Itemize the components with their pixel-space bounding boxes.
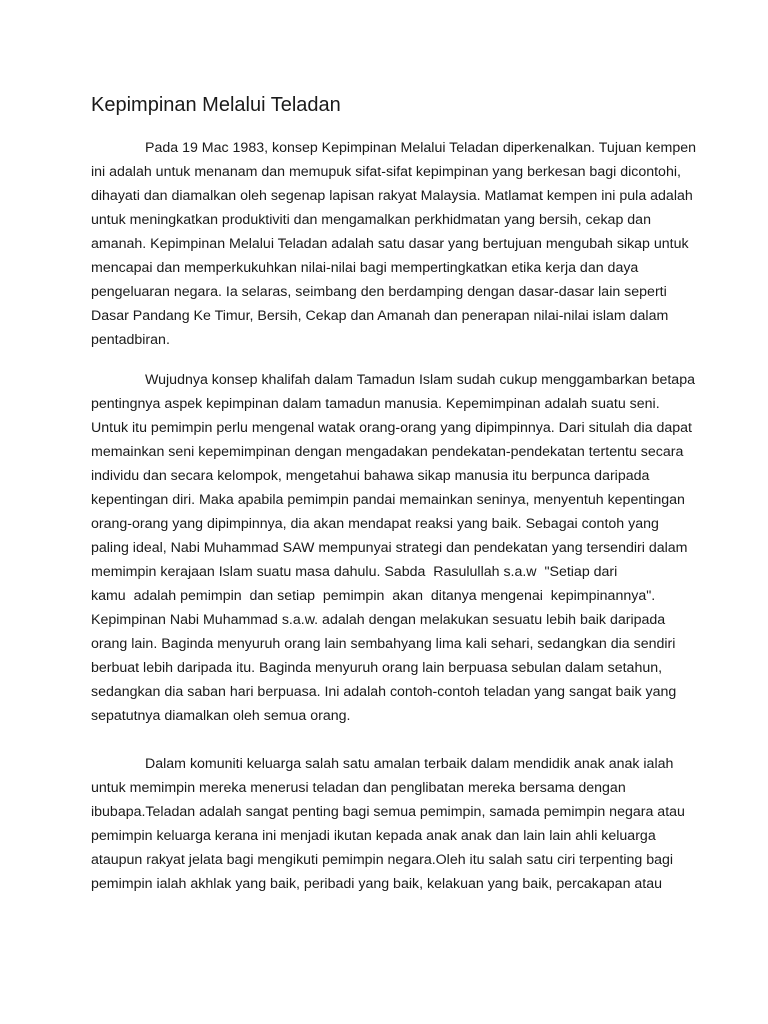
document-title: Kepimpinan Melalui Teladan (91, 94, 341, 116)
paragraph-line: sedangkan dia saban hari berpuasa. Ini adalah contoh-contoh teladan yang sangat baik yang (91, 684, 677, 700)
paragraph-line: dihayati dan diamalkan oleh segenap lapisan rakyat Malaysia. Matlamat kempen ini pula adalah (91, 188, 693, 204)
paragraph-line: pentingnya aspek kepimpinan dalam tamadun manusia. Kepemimpinan adalah suatu seni. (91, 396, 660, 412)
paragraph-line: untuk meningkatkan produktiviti dan mengamalkan perkhidmatan yang bersih, cekap dan (91, 212, 651, 228)
paragraph-line: mencapai dan memperkukuhkan nilai-nilai bagi mempertingkatkan etika kerja dan daya (91, 260, 639, 276)
paragraph-3 (91, 752, 691, 896)
paragraph-line: berbuat lebih daripada itu. Baginda menyuruh orang lain berpuasa sebulan dalam setahun, (91, 660, 663, 676)
paragraph-line: amanah. Kepimpinan Melalui Teladan adalah satu dasar yang bertujuan mengubah sikap untuk (91, 236, 689, 252)
paragraph-line: Untuk itu pemimpin perlu mengenal watak orang-orang yang dipimpinnya. Dari situlah dia dapat (91, 420, 692, 436)
paragraph-line: memainkan seni kepemimpinan dengan mengadakan pendekatan-pendekatan tertentu secara (91, 444, 684, 460)
paragraph-line: ini adalah untuk menanam dan memupuk sifat-sifat kepimpinan yang berkesan bagi dicontohi, (91, 164, 681, 180)
paragraph-line: memimpin kerajaan Islam suatu masa dahulu. Sabda Rasulullah s.a.w "Setiap dari (91, 564, 618, 580)
paragraph-line: pentadbiran. (91, 332, 170, 348)
paragraph-2 (91, 368, 695, 728)
paragraph-line: Pada 19 Mac 1983, konsep Kepimpinan Melalui Teladan diperkenalkan. Tujuan kempen (145, 140, 697, 156)
paragraph-line: pengeluaran negara. Ia selaras, seimbang den berdamping dengan dasar-dasar lain seperti (91, 284, 667, 300)
paragraph-line: Wujudnya konsep khalifah dalam Tamadun Islam sudah cukup menggambarkan betapa (145, 372, 695, 388)
paragraph-line: ataupun rakyat jelata bagi mengikuti pemimpin negara.Oleh itu salah satu ciri terpenting bagi (91, 852, 674, 868)
paragraph-line: orang-orang yang dipimpinnya, dia akan mendapat reaksi yang baik. Sebagai contoh yang (91, 516, 659, 532)
paragraph-line: kepentingan diri. Maka apabila pemimpin pandai memainkan seninya, menyentuh kepentingan (91, 492, 685, 508)
paragraph-line: orang lain. Baginda menyuruh orang lain sembahyang lima kali sehari, sedangkan dia sendiri (91, 636, 676, 652)
paragraph-line: Dalam komuniti keluarga salah satu amalan terbaik dalam mendidik anak anak ialah (145, 756, 674, 772)
paragraph-1 (91, 136, 697, 352)
paragraph-line: sepatutnya diamalkan oleh semua orang. (91, 708, 351, 724)
paragraph-line: kamu adalah pemimpin dan setiap pemimpin akan ditanya mengenai kepimpinannya". (91, 588, 656, 604)
paragraph-line: pemimpin ialah akhlak yang baik, peribadi yang baik, kelakuan yang baik, percakapan atau (91, 876, 663, 892)
paragraph-line: Kepimpinan Nabi Muhammad s.a.w. adalah dengan melakukan sesuatu lebih baik daripada (91, 612, 666, 628)
paragraph-line: paling ideal, Nabi Muhammad SAW mempunyai strategi dan pendekatan yang tersendiri dalam (91, 540, 688, 556)
paragraph-line: untuk memimpin mereka menerusi teladan dan penglibatan mereka bersama dengan (91, 780, 626, 796)
paragraph-line: individu dan secara kelompok, mengetahui bahawa sikap manusia itu berpunca daripada (91, 468, 650, 484)
paragraph-line: ibubapa.Teladan adalah sangat penting bagi semua pemimpin, samada pemimpin negara atau (91, 804, 685, 820)
paragraph-line: Dasar Pandang Ke Timur, Bersih, Cekap dan Amanah dan penerapan nilai-nilai islam dalam (91, 308, 669, 324)
paragraph-line: pemimpin keluarga kerana ini menjadi ikutan kepada anak anak dan lain lain ahli keluarga (91, 828, 656, 844)
